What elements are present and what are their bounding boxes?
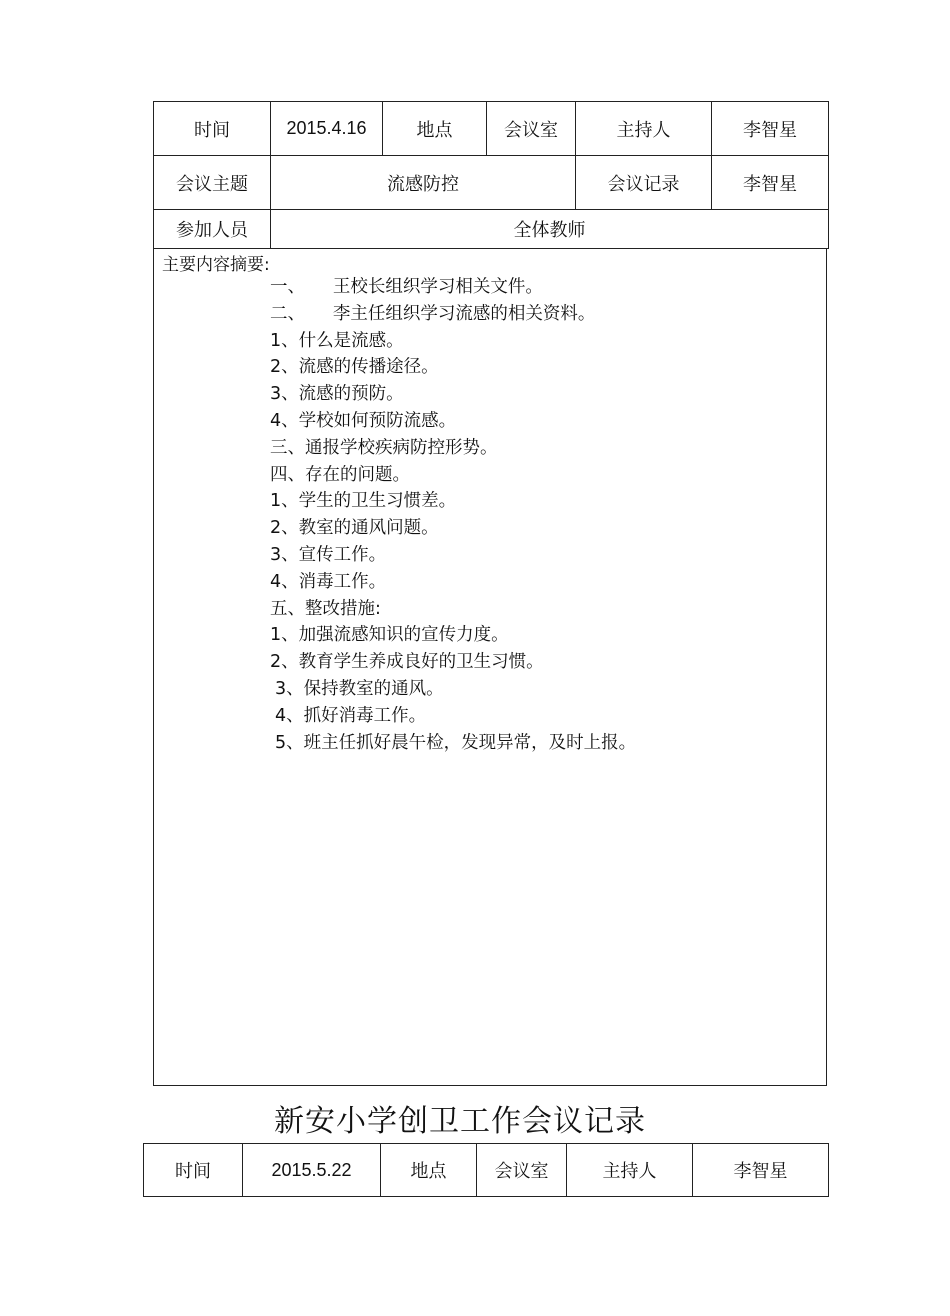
topic-label: 会议主题 bbox=[154, 156, 271, 210]
summary-item: 五、整改措施: bbox=[270, 598, 381, 619]
meeting-record-table-1 bbox=[153, 101, 829, 249]
summary-item: 1、什么是流感。 bbox=[270, 330, 404, 351]
summary-item: 3、保持教室的通风。 bbox=[275, 678, 444, 699]
summary-item: 3、宣传工作。 bbox=[270, 544, 387, 565]
summary-item: 2、流感的传播途径。 bbox=[270, 357, 439, 378]
time-value: 2015.5.22 bbox=[243, 1144, 381, 1197]
summary-item: 5、班主任抓好晨午检，发现异常，及时上报。 bbox=[275, 732, 637, 753]
summary-item: 二、 李主任组织学习流感的相关资料。 bbox=[270, 303, 596, 324]
summary-item: 4、学校如何预防流感。 bbox=[270, 410, 457, 431]
summary-section bbox=[153, 248, 827, 1086]
place-label: 地点 bbox=[383, 102, 487, 156]
summary-item: 一、 王校长组织学习相关文件。 bbox=[270, 277, 543, 297]
summary-list bbox=[270, 274, 636, 756]
time-label: 时间 bbox=[154, 102, 271, 156]
meeting-record-title: 新安小学创卫工作会议记录 bbox=[274, 1104, 646, 1139]
summary-item: 1、学生的卫生习惯差。 bbox=[270, 491, 457, 512]
recorder-label: 会议记录 bbox=[576, 156, 712, 210]
host-value: 李智星 bbox=[693, 1144, 829, 1197]
summary-item: 三、通报学校疾病防控形势。 bbox=[270, 437, 498, 458]
summary-item: 1、加强流感知识的宣传力度。 bbox=[270, 625, 509, 646]
summary-item: 4、消毒工作。 bbox=[270, 571, 387, 592]
participants-label: 参加人员 bbox=[154, 210, 271, 249]
time-value: 2015.4.16 bbox=[271, 102, 383, 156]
participants-value: 全体教师 bbox=[271, 210, 829, 249]
topic-value: 流感防控 bbox=[271, 156, 576, 210]
place-label: 地点 bbox=[381, 1144, 477, 1197]
recorder-value: 李智星 bbox=[712, 156, 829, 210]
place-value: 会议室 bbox=[477, 1144, 567, 1197]
place-value: 会议室 bbox=[487, 102, 576, 156]
summary-item: 四、存在的问题。 bbox=[270, 464, 410, 485]
summary-label: 主要内容摘要: bbox=[162, 255, 270, 275]
summary-item: 2、教室的通风问题。 bbox=[270, 518, 439, 539]
summary-item: 3、流感的预防。 bbox=[270, 384, 404, 405]
summary-item: 4、抓好消毒工作。 bbox=[275, 705, 427, 726]
host-value: 李智星 bbox=[712, 102, 829, 156]
host-label: 主持人 bbox=[567, 1144, 693, 1197]
host-label: 主持人 bbox=[576, 102, 712, 156]
summary-item: 2、教育学生养成良好的卫生习惯。 bbox=[270, 652, 544, 673]
meeting-record-table-2 bbox=[143, 1143, 829, 1197]
time-label: 时间 bbox=[144, 1144, 243, 1197]
